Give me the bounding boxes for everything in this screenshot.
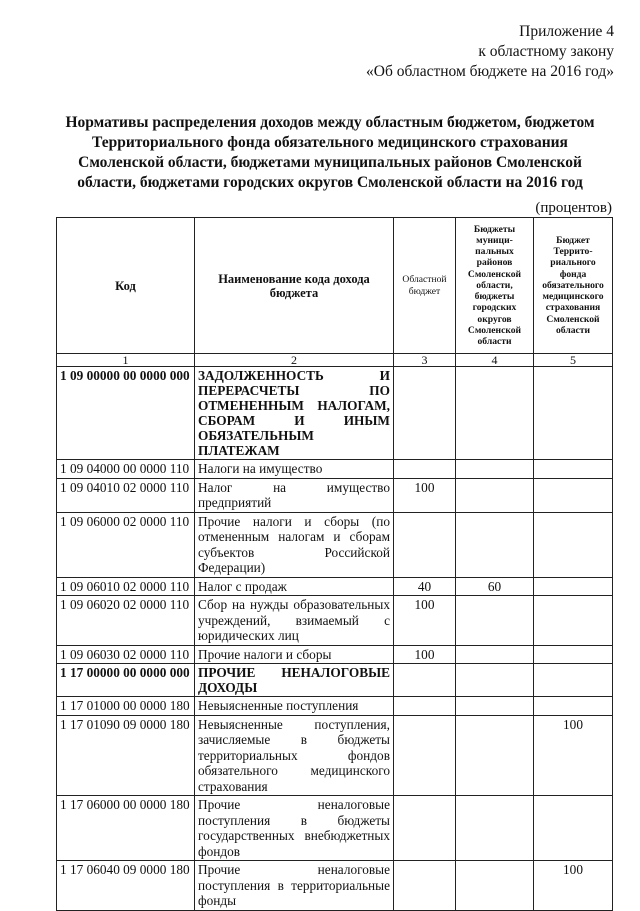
row-regional-value: 100 [394,478,456,512]
header-code: Код [57,218,195,354]
revenue-norms-table [56,217,613,911]
table-row [57,367,613,460]
row-name: ЗАДОЛЖЕННОСТЬ И ПЕРЕРАСЧЕТЫ ПО ОТМЕНЕННЫМ НАЛОГАМ, СБОРАМ И ИНЫМ ОБЯЗАТЕЛЬНЫМ ПЛАТЕЖАМ [195,367,394,460]
row-municipal-value [456,512,534,577]
row-regional-value [394,664,456,697]
row-fund-value [534,512,613,577]
title-line-3: Смоленской области, бюджетами муниципальных районов Смоленской [78,154,582,171]
row-fund-value [534,664,613,697]
title-line-4: области, бюджетами городских округов Смоленской области на 2016 год [77,174,583,191]
row-code: 1 09 06010 02 0000 110 [57,577,195,596]
row-code: 1 09 06030 02 0000 110 [57,645,195,664]
table-header-row [57,218,613,354]
table-body [57,367,613,911]
row-fund-value [534,796,613,861]
row-municipal-value [456,697,534,716]
row-regional-value [394,367,456,460]
row-name: Прочие неналоговые поступления в бюджеты государственных внебюджетных фондов [195,796,394,861]
row-name: Налог с продаж [195,577,394,596]
row-name: Прочие налоги и сборы [195,645,394,664]
row-municipal-value [456,664,534,697]
row-name: Невыясненные поступления [195,697,394,716]
table-row [57,478,613,512]
row-fund-value [534,478,613,512]
header-regional-budget: Областной бюджет [394,218,456,354]
row-fund-value [534,367,613,460]
row-code: 1 09 00000 00 0000 000 [57,367,195,460]
row-municipal-value [456,796,534,861]
document-title [40,113,620,193]
row-name: Налог на имущество предприятий [195,478,394,512]
table-row [57,596,613,646]
row-code: 1 17 01000 00 0000 180 [57,697,195,716]
table-row [57,715,613,796]
row-municipal-value [456,645,534,664]
row-name: Прочие налоги и сборы (по отмененным налогам и сборам субъектов Российской Федерации) [195,512,394,577]
row-name: Налоги на имущество [195,460,394,479]
row-municipal-value [456,367,534,460]
header-fund-budget: Бюджет Террито-риального фонда обязательного медицинского страхования Смоленской области [534,218,613,354]
row-municipal-value: 60 [456,577,534,596]
title-line-2: Территориального фонда обязательного медицинского страхования [92,134,568,151]
row-name: ПРОЧИЕ НЕНАЛОГОВЫЕ ДОХОДЫ [195,664,394,697]
row-name: Невыясненные поступления, зачисляемые в бюджеты территориальных фондов обязательного медицинского страхования [195,715,394,796]
row-name: Сбор на нужды образовательных учреждений, взимаемый с юридических лиц [195,596,394,646]
row-fund-value [534,460,613,479]
row-municipal-value [456,596,534,646]
row-code: 1 09 06020 02 0000 110 [57,596,195,646]
column-number-row [57,354,613,367]
row-name: Прочие неналоговые поступления в территориальные фонды [195,861,394,911]
row-municipal-value [456,861,534,911]
row-fund-value: 100 [534,861,613,911]
row-code: 1 09 06000 02 0000 110 [57,512,195,577]
row-regional-value: 100 [394,645,456,664]
row-municipal-value [456,715,534,796]
table-row [57,577,613,596]
row-regional-value [394,715,456,796]
row-fund-value [534,697,613,716]
row-regional-value: 40 [394,577,456,596]
header-municipal-budgets: Бюджеты муници-пальных районов Смоленской области, бюджеты городских округов Смоленской области [456,218,534,354]
header-name: Наименование кода дохода бюджета [195,218,394,354]
row-code: 1 09 04010 02 0000 110 [57,478,195,512]
row-regional-value [394,861,456,911]
appendix-line-1: Приложение 4 [519,23,614,40]
appendix-header [366,22,614,82]
row-regional-value [394,460,456,479]
table-row [57,796,613,861]
row-municipal-value [456,460,534,479]
row-regional-value [394,512,456,577]
row-fund-value: 100 [534,715,613,796]
column-number: 3 [394,354,456,367]
column-number: 4 [456,354,534,367]
row-fund-value [534,596,613,646]
row-municipal-value [456,478,534,512]
appendix-line-2: к областному закону [478,43,614,60]
row-code: 1 17 00000 00 0000 000 [57,664,195,697]
row-code: 1 17 06040 09 0000 180 [57,861,195,911]
row-code: 1 09 04000 00 0000 110 [57,460,195,479]
row-fund-value [534,645,613,664]
table-row [57,861,613,911]
units-label: (процентов) [535,200,612,216]
table-row [57,512,613,577]
row-regional-value [394,697,456,716]
row-regional-value: 100 [394,596,456,646]
appendix-line-3: «Об областном бюджете на 2016 год» [366,63,614,80]
table-row [57,664,613,697]
table-row [57,697,613,716]
row-regional-value [394,796,456,861]
title-line-1: Нормативы распределения доходов между областным бюджетом, бюджетом [65,114,595,131]
table-row [57,645,613,664]
row-code: 1 17 06000 00 0000 180 [57,796,195,861]
table-row [57,460,613,479]
column-number: 2 [195,354,394,367]
column-number: 5 [534,354,613,367]
row-code: 1 17 01090 09 0000 180 [57,715,195,796]
row-fund-value [534,577,613,596]
column-number: 1 [57,354,195,367]
